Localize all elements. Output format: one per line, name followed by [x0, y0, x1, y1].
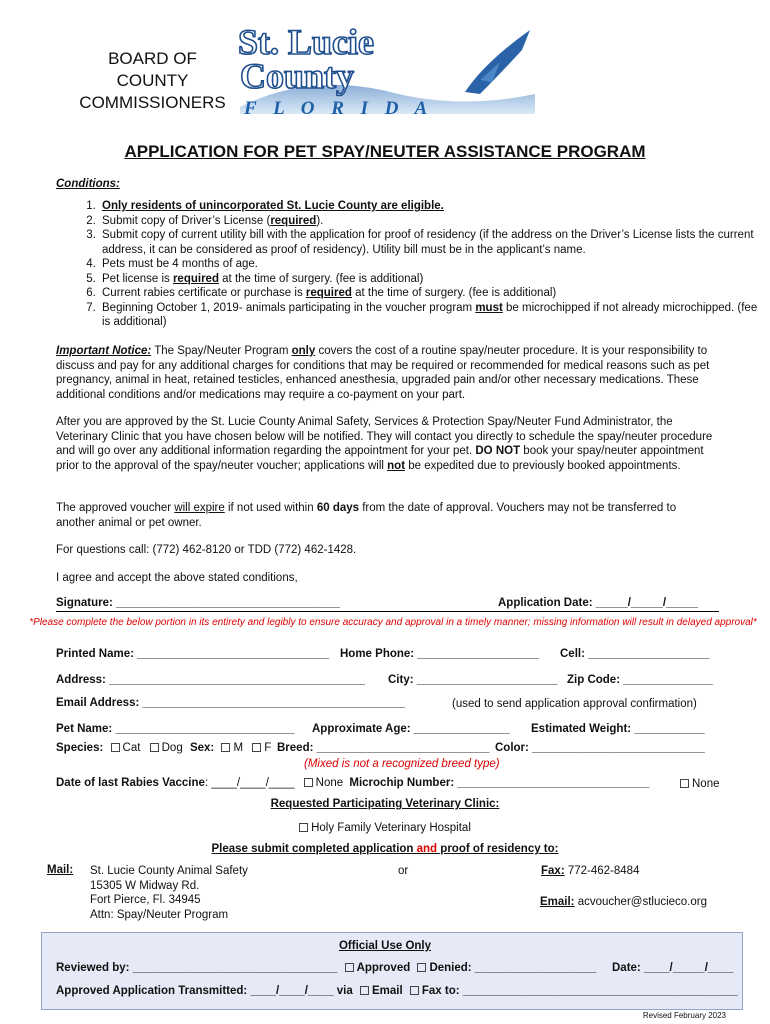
text-run: required: [305, 287, 352, 299]
microchip-none-checkbox[interactable]: [680, 779, 689, 788]
application-date-field[interactable]: Application Date: _____/_____/_____: [498, 597, 699, 609]
text-run: The approved voucher: [56, 502, 175, 514]
text-run: Pets must be 4 months of age.: [102, 258, 258, 270]
conditions-heading: Conditions:: [56, 178, 120, 190]
email-info: [540, 895, 707, 910]
text-run: Pet license is: [102, 272, 173, 285]
text-run: required: [172, 272, 219, 285]
st-lucie-county-logo: [230, 22, 550, 122]
approved-checkbox[interactable]: [345, 963, 354, 972]
text-run: ).: [316, 214, 324, 227]
text-run: at the time of surgery. (fee is additional): [218, 272, 424, 285]
signature-field[interactable]: Signature: ___________________________________: [56, 597, 340, 609]
text-run: be expedited due to previously booked appointments.: [405, 459, 681, 472]
rabies-label: Date of last Rabies Vaccine: [56, 777, 205, 789]
species-row: [56, 742, 271, 754]
revised-date: Revised February 2023: [642, 1011, 726, 1020]
text-run: After you are approved by the St. Lucie County Animal Safety, Services & Protection Spay/Neuter Fund Administrator, the Veterinary Clinic that you have chosen below will be notified. They will contact you directly to schedule the spay/neuter procedure and will go over any additional information regarding the appointment for your pet.: [56, 416, 713, 457]
text-run: Submit copy of Driver’s License (: [102, 214, 271, 227]
fax-info: [541, 864, 639, 879]
fax-to-field[interactable]: Fax to: ___________________________________________: [421, 985, 738, 997]
cell-field[interactable]: Cell: ___________________: [560, 648, 710, 660]
breed-field[interactable]: Breed: ___________________________: [277, 742, 490, 754]
email-address-field[interactable]: Email Address: _________________________________________: [56, 697, 405, 709]
clinic-option: [0, 821, 770, 836]
board-of-commissioners: [45, 48, 260, 114]
fax-label: Fax:: [541, 865, 565, 877]
clinic-heading: Requested Participating Veterinary Clinic:: [270, 798, 500, 810]
mixed-breed-note: (Mixed is not a recognized breed type): [304, 758, 500, 770]
text-run: only: [291, 345, 316, 357]
board-line: COUNTY: [116, 71, 189, 90]
condition-item: [99, 301, 759, 330]
text-run: from the date of approval. Vouchers may not be transferred to another animal or pet owner.: [56, 502, 677, 529]
estimated-weight-field[interactable]: Estimated Weight: ___________: [531, 723, 705, 735]
logo-st-lucie: St. Lucie: [238, 22, 375, 62]
mail-line: Fort Pierce, Fl. 34945: [90, 894, 201, 906]
submit-heading-and: and: [416, 843, 438, 855]
text-run: will expire: [174, 502, 225, 514]
agreement-paragraph: [56, 571, 718, 586]
text-run: be microchipped if not already microchipped. (fee is additional): [102, 301, 758, 328]
rabies-none-checkbox[interactable]: [304, 778, 313, 787]
sex-label: Sex:: [189, 742, 215, 754]
mail-line: St. Lucie County Animal Safety: [90, 865, 248, 877]
logo-florida: F L O R I D A: [244, 98, 434, 119]
condition-item: [99, 199, 759, 214]
color-field[interactable]: Color: ___________________________: [495, 742, 705, 754]
microchip-none-label: None: [692, 778, 720, 790]
fax-checkbox[interactable]: [410, 986, 419, 995]
official-review-row: [56, 962, 596, 974]
microchip-none: [680, 777, 720, 792]
female-checkbox[interactable]: [252, 743, 261, 752]
official-date-field[interactable]: Date: ____/_____/____: [612, 962, 734, 974]
approval-paragraph: [56, 415, 718, 473]
official-heading: Official Use Only: [338, 940, 432, 952]
reviewed-by-field[interactable]: Reviewed by: ________________________________: [56, 962, 338, 974]
dog-checkbox[interactable]: [150, 743, 159, 752]
page-title: APPLICATION FOR PET SPAY/NEUTER ASSISTANCE PROGRAM: [124, 142, 646, 161]
denied-checkbox[interactable]: [417, 963, 426, 972]
board-line: COMMISSIONERS: [79, 93, 226, 112]
email-label: Email:: [540, 896, 575, 908]
or-label: or: [398, 865, 409, 877]
mail-line: Attn: Spay/Neuter Program: [90, 908, 229, 921]
rabies-row: [56, 777, 649, 789]
text-run: The Spay/Neuter Program: [151, 345, 292, 357]
text-run: Submit copy of current utility bill with the application for proof of residency (if the address on the Driver’s License lists the current address, it can be considered as proof of residency). Utility bill must be in the applicant’s name.: [102, 229, 754, 256]
transmitted-field[interactable]: Approved Application Transmitted: ____/____/____ via: [56, 985, 353, 997]
rabies-date-field[interactable]: : ____/____/____: [204, 777, 295, 789]
text-run: For questions call: (772) 462-8120 or TDD (772) 462-1428.: [56, 544, 357, 556]
email-checkbox[interactable]: [360, 986, 369, 995]
text-run: required: [270, 214, 317, 227]
text-run: not: [387, 459, 406, 472]
condition-item: [99, 214, 759, 229]
cat-label: Cat: [122, 742, 141, 754]
voucher-expiry-paragraph: [56, 501, 718, 530]
approved-label: Approved: [356, 962, 411, 974]
fax-number: 772-462-8484: [564, 865, 640, 877]
rabies-none-label: None: [315, 777, 344, 789]
text-run: DO NOT: [475, 445, 521, 457]
text-run: 60 days: [316, 502, 360, 514]
male-label: M: [233, 742, 244, 754]
text-run: covers the cost of a routine spay/neuter procedure. It is your responsibility to discuss and pay for any additional charges for conditions that may be required or recommended for medical reasons such as pet pregnancy, animal in heat, retained testicles, enhanced anesthesia, upgraded pain and/or other necessary medications. These additional conditions and/or medications may require a co-payment on your part.: [56, 345, 710, 401]
text-run: Beginning October 1, 2019- animals participating in the voucher program: [102, 301, 476, 314]
text-run: at the time of surgery. (fee is additional): [351, 287, 557, 299]
microchip-field[interactable]: Microchip Number: ______________________________: [349, 777, 650, 789]
mail-address: [90, 864, 248, 922]
divider: [56, 611, 719, 612]
address-field[interactable]: Address: ________________________________________: [56, 674, 365, 686]
condition-item: [99, 286, 759, 301]
important-notice: [56, 344, 718, 402]
text-run: I agree and accept the above stated conditions,: [56, 572, 298, 584]
text-run: book your spay/neuter appointment prior to the approval of the spay/neuter voucher; applications will: [56, 445, 704, 472]
male-checkbox[interactable]: [221, 743, 230, 752]
city-field[interactable]: City: ______________________: [388, 674, 558, 686]
species-label: Species:: [56, 742, 104, 754]
text-run: Important Notice:: [56, 345, 152, 357]
clinic-checkbox[interactable]: [299, 823, 308, 832]
completion-notice: *Please complete the below portion in its entirety and legibly to ensure accuracy and approval in a timely manner; missing information will result in delayed approval*: [29, 617, 757, 628]
official-transmit-row: [56, 985, 738, 997]
text-run: Only residents of unincorporated St. Lucie County are eligible.: [102, 200, 444, 212]
marlin-icon: [465, 30, 530, 94]
questions-paragraph: [56, 543, 718, 558]
email-option-label: Email: [371, 985, 403, 997]
mail-line: 15305 W Midway Rd.: [90, 879, 200, 892]
text-run: Current rabies certificate or purchase is: [102, 287, 306, 299]
condition-item: [99, 257, 759, 272]
dog-label: Dog: [161, 742, 183, 754]
board-line: BOARD OF: [108, 49, 197, 68]
approximate-age-field[interactable]: Approximate Age: _______________: [312, 723, 510, 735]
email-note: (used to send application approval confirmation): [452, 698, 697, 710]
denied-field[interactable]: Denied: ___________________: [429, 962, 597, 974]
mail-label: Mail:: [47, 864, 74, 876]
printed-name-field[interactable]: Printed Name: ______________________________: [56, 648, 330, 660]
female-label: F: [264, 742, 272, 754]
home-phone-field[interactable]: Home Phone: ___________________: [340, 648, 539, 660]
email-value: acvoucher@stlucieco.org: [574, 896, 708, 908]
condition-item: [99, 228, 759, 257]
logo-county: County: [240, 56, 355, 96]
pet-name-field[interactable]: Pet Name: ____________________________: [56, 723, 295, 735]
submit-heading-post: proof of residency to:: [437, 843, 559, 855]
conditions-list: [56, 199, 759, 330]
clinic-option-label: Holy Family Veterinary Hospital: [311, 822, 471, 834]
text-run: must: [475, 301, 503, 314]
submit-heading: [0, 843, 770, 855]
cat-checkbox[interactable]: [111, 743, 120, 752]
text-run: if not used within: [224, 502, 317, 514]
zip-code-field[interactable]: Zip Code: ______________: [567, 674, 713, 686]
submit-heading-pre: Please submit completed application: [211, 843, 417, 855]
condition-item: [99, 272, 759, 287]
